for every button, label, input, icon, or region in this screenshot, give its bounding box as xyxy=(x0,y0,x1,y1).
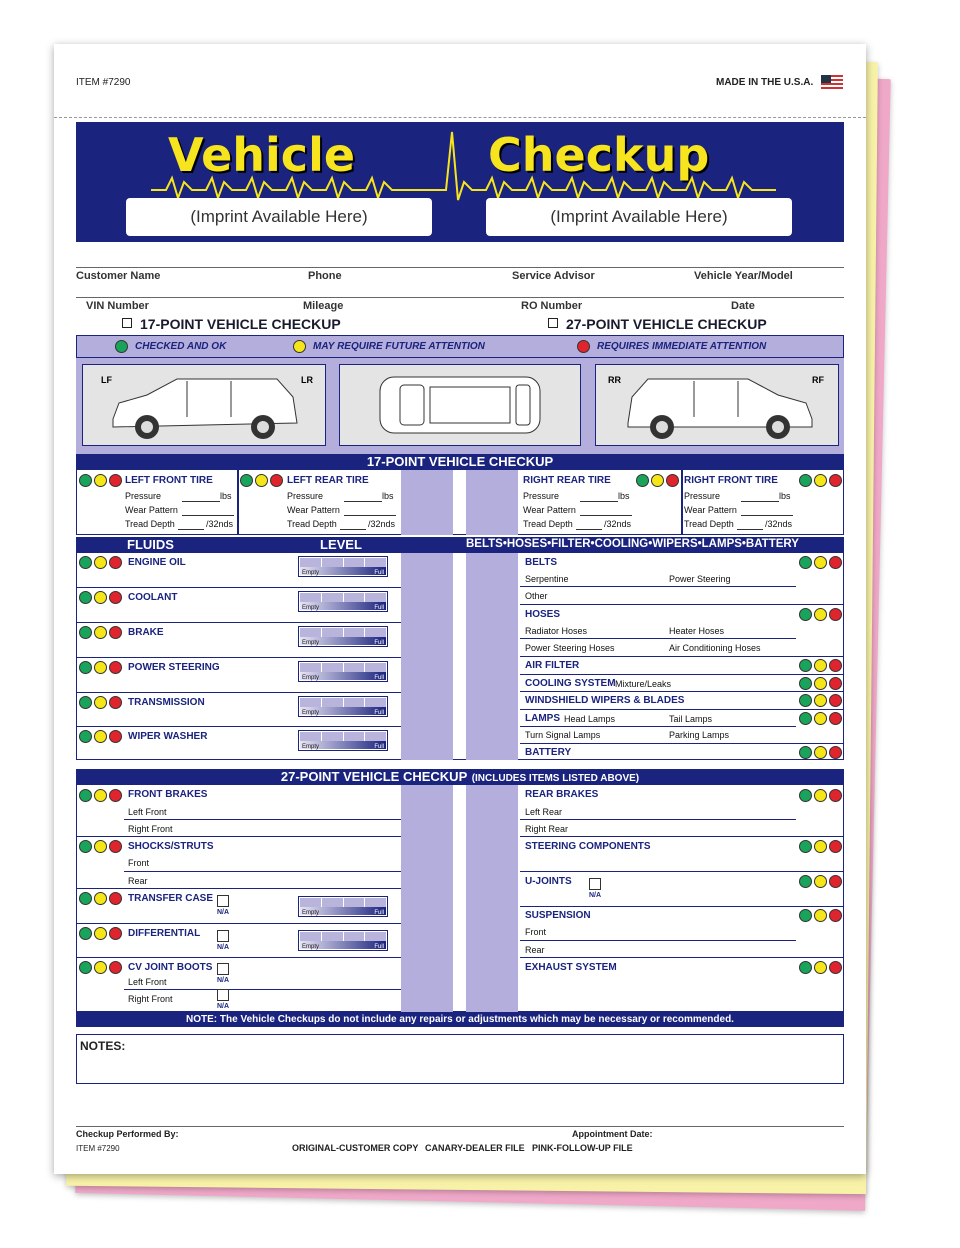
wipers-label: WINDSHIELD WIPERS & BLADES xyxy=(525,695,685,706)
fluid-label: TRANSMISSION xyxy=(128,697,205,708)
status-dots[interactable] xyxy=(79,892,122,905)
tread-unit: /32nds xyxy=(765,519,793,529)
red-dot-icon xyxy=(577,340,590,353)
fluids-belts-header xyxy=(76,537,844,553)
shade-col-right xyxy=(466,785,518,1012)
wear-label: Wear Pattern xyxy=(523,505,576,515)
status-dots[interactable] xyxy=(79,961,122,974)
differential-na-checkbox[interactable] xyxy=(217,930,229,942)
label-lf: LF xyxy=(101,375,112,385)
na-label: N/A xyxy=(217,944,230,951)
cooling-system-label: COOLING SYSTEM xyxy=(525,678,616,689)
turn-signal-label: Turn Signal Lamps xyxy=(525,730,601,740)
level-gauge[interactable]: Empty Full xyxy=(298,730,388,751)
pressure-label: Pressure xyxy=(523,491,560,501)
phone-field[interactable]: Phone xyxy=(308,270,342,282)
pressure-label: Pressure xyxy=(287,491,324,501)
cv-left-front-label: Left Front xyxy=(128,977,167,987)
level-heading: LEVEL xyxy=(320,537,362,552)
tread-label: Tread Depth xyxy=(684,519,734,529)
us-flag-icon xyxy=(821,75,843,89)
service-advisor-field[interactable]: Service Advisor xyxy=(512,270,595,282)
pressure-unit: lbs xyxy=(779,491,791,501)
status-dots[interactable] xyxy=(799,746,842,759)
status-dots[interactable] xyxy=(799,712,842,725)
original-form-sheet xyxy=(54,44,866,1174)
status-dots[interactable] xyxy=(799,875,842,888)
shade-col-right xyxy=(466,470,518,535)
tread-label: Tread Depth xyxy=(523,519,573,529)
van-right-side-icon xyxy=(622,373,818,443)
option-27-point: 27-POINT VEHICLE CHECKUP xyxy=(566,316,767,332)
imprint-box-right: (Imprint Available Here) xyxy=(486,198,792,236)
fluid-label: ENGINE OIL xyxy=(128,557,186,568)
status-dots[interactable] xyxy=(799,961,842,974)
top-view-diagram xyxy=(339,364,581,446)
copy-pink: PINK-FOLLOW-UP FILE xyxy=(532,1143,633,1153)
suspension-rear-label: Rear xyxy=(525,945,545,955)
cooling-sub-label: Mixture/Leaks xyxy=(615,679,672,689)
title-checkup: Checkup xyxy=(488,128,710,182)
power-steering-belt-label: Power Steering xyxy=(669,574,731,584)
van-top-view-icon xyxy=(370,371,550,439)
ps-hoses-label: Power Steering Hoses xyxy=(525,643,615,653)
parking-lamps-label: Parking Lamps xyxy=(669,730,730,740)
suspension-label: SUSPENSION xyxy=(525,910,591,921)
pressure-label: Pressure xyxy=(125,491,162,501)
head-lamps-label: Head Lamps xyxy=(564,714,616,724)
belts-heading: BELTS•HOSES•FILTER•COOLING•WIPERS•LAMPS•BATTERY xyxy=(466,538,799,550)
na-label: N/A xyxy=(589,892,602,899)
title-vehicle: Vehicle xyxy=(168,128,356,182)
shade-col-right xyxy=(466,553,518,760)
status-dots[interactable] xyxy=(636,474,679,487)
exhaust-system-label: EXHAUST SYSTEM xyxy=(525,962,617,973)
appointment-date-field[interactable]: Appointment Date: xyxy=(572,1129,653,1139)
tread-label: Tread Depth xyxy=(287,519,337,529)
status-dots[interactable] xyxy=(799,556,842,569)
status-dots[interactable] xyxy=(799,608,842,621)
cv-na-checkbox-2[interactable] xyxy=(217,989,229,1001)
rear-brakes-label: REAR BRAKES xyxy=(525,789,599,800)
legend-future: MAY REQUIRE FUTURE ATTENTION xyxy=(313,341,485,352)
level-gauge[interactable]: Empty Full xyxy=(298,661,388,682)
tread-label: Tread Depth xyxy=(125,519,175,529)
tread-unit: /32nds xyxy=(368,519,396,529)
mileage-field[interactable]: Mileage xyxy=(303,300,344,312)
pressure-unit: lbs xyxy=(382,491,394,501)
section-27-header: 27-POINT VEHICLE CHECKUP (INCLUDES ITEMS LISTED ABOVE) xyxy=(76,769,844,785)
suspension-front-label: Front xyxy=(525,927,547,937)
status-dots[interactable] xyxy=(79,927,122,940)
belts-label: BELTS xyxy=(525,557,558,568)
legend-immediate: REQUIRES IMMEDIATE ATTENTION xyxy=(597,341,767,352)
fluid-label: POWER STEERING xyxy=(128,662,220,673)
na-label: N/A xyxy=(217,909,230,916)
checkbox-17-point[interactable] xyxy=(122,318,132,328)
status-dots[interactable] xyxy=(799,909,842,922)
heartbeat-line-icon xyxy=(146,122,786,202)
status-dots[interactable] xyxy=(799,474,842,487)
heater-hoses-label: Heater Hoses xyxy=(669,626,725,636)
pressure-unit: lbs xyxy=(220,491,232,501)
level-gauge[interactable]: Empty Full xyxy=(298,626,388,647)
performed-by-field[interactable]: Checkup Performed By: xyxy=(76,1129,179,1139)
status-dots[interactable] xyxy=(799,694,842,707)
na-label: N/A xyxy=(217,1003,230,1010)
status-dots[interactable] xyxy=(240,474,283,487)
pressure-label: Pressure xyxy=(684,491,721,501)
left-rear-label: Left Rear xyxy=(525,807,563,817)
date-field[interactable]: Date xyxy=(731,300,755,312)
status-dots[interactable] xyxy=(79,474,122,487)
level-gauge[interactable]: Empty Full xyxy=(298,896,388,917)
u-joints-label: U-JOINTS xyxy=(525,876,572,887)
level-gauge[interactable]: Empty Full xyxy=(298,696,388,717)
right-rear-label: Right Rear xyxy=(525,824,569,834)
tire-left-front: LEFT FRONT TIRE xyxy=(125,475,213,486)
ac-hoses-label: Air Conditioning Hoses xyxy=(669,643,761,653)
option-17-point: 17-POINT VEHICLE CHECKUP xyxy=(140,316,341,332)
status-dots[interactable] xyxy=(79,789,122,802)
notes-label: NOTES: xyxy=(80,1039,126,1053)
cv-na-checkbox-1[interactable] xyxy=(217,963,229,975)
shocks-rear-label: Rear xyxy=(128,876,148,886)
transfer-case-label: TRANSFER CASE xyxy=(128,893,214,904)
yellow-dot-icon xyxy=(293,340,306,353)
item-number-top: ITEM #7290 xyxy=(76,77,131,88)
steering-components-label: STEERING COMPONENTS xyxy=(525,841,651,852)
serpentine-label: Serpentine xyxy=(525,574,569,584)
green-dot-icon xyxy=(115,340,128,353)
fluid-label: COOLANT xyxy=(128,592,178,603)
shade-col-left xyxy=(401,470,453,535)
label-lr: LR xyxy=(301,375,313,385)
tire-right-front: RIGHT FRONT TIRE xyxy=(684,475,778,486)
na-label: N/A xyxy=(217,977,230,984)
checkbox-27-point[interactable] xyxy=(548,318,558,328)
differential-label: DIFFERENTIAL xyxy=(128,928,201,939)
customer-name-field[interactable]: Customer Name xyxy=(76,270,161,282)
ro-number-field[interactable]: RO Number xyxy=(521,300,583,312)
ujoints-na-checkbox[interactable] xyxy=(589,878,601,890)
lamps-label: LAMPS xyxy=(525,713,560,724)
status-dots[interactable] xyxy=(79,840,122,853)
radiator-hoses-label: Radiator Hoses xyxy=(525,626,588,636)
level-gauge[interactable]: Empty Full xyxy=(298,591,388,612)
fluid-label: BRAKE xyxy=(128,627,164,638)
wear-label: Wear Pattern xyxy=(125,505,178,515)
section-17-header: 17-POINT VEHICLE CHECKUP xyxy=(76,454,844,470)
other-belt-label: Other xyxy=(525,591,548,601)
vehicle-year-model-field[interactable]: Vehicle Year/Model xyxy=(694,270,793,282)
status-dots[interactable] xyxy=(799,659,842,672)
status-dots[interactable] xyxy=(799,840,842,853)
legend-ok: CHECKED AND OK xyxy=(135,341,227,352)
fluid-label: WIPER WASHER xyxy=(128,731,208,742)
level-gauge[interactable]: Empty Full xyxy=(298,556,388,577)
wear-label: Wear Pattern xyxy=(684,505,737,515)
van-left-side-icon xyxy=(107,373,303,443)
label-rf: RF xyxy=(812,375,824,385)
battery-label: BATTERY xyxy=(525,747,572,758)
right-side-diagram xyxy=(595,364,839,446)
fluids-heading: FLUIDS xyxy=(127,537,174,552)
vin-number-field[interactable]: VIN Number xyxy=(86,300,149,312)
copy-canary: CANARY-DEALER FILE xyxy=(425,1143,525,1153)
status-dots[interactable] xyxy=(799,789,842,802)
shocks-front-label: Front xyxy=(128,858,150,868)
cv-right-front-label: Right Front xyxy=(128,994,173,1004)
right-front-label: Right Front xyxy=(128,824,173,834)
air-filter-label: AIR FILTER xyxy=(525,660,580,671)
transfer-na-checkbox[interactable] xyxy=(217,895,229,907)
imprint-box-left: (Imprint Available Here) xyxy=(126,198,432,236)
disclaimer-note: NOTE: The Vehicle Checkups do not include any repairs or adjustments which may be necessary or recommended. xyxy=(76,1012,844,1027)
perforation-line xyxy=(54,117,866,118)
car-diagram-strip xyxy=(76,358,844,454)
level-gauge[interactable]: Empty Full xyxy=(298,930,388,951)
tail-lamps-label: Tail Lamps xyxy=(669,714,713,724)
shade-col-left xyxy=(401,553,453,760)
notes-box[interactable] xyxy=(76,1034,844,1084)
left-front-label: Left Front xyxy=(128,807,167,817)
status-dots[interactable] xyxy=(799,677,842,690)
wear-label: Wear Pattern xyxy=(287,505,340,515)
copy-original: ORIGINAL-CUSTOMER COPY xyxy=(292,1143,419,1153)
tread-unit: /32nds xyxy=(206,519,234,529)
pressure-unit: lbs xyxy=(618,491,630,501)
cv-joint-boots-label: CV JOINT BOOTS xyxy=(128,962,213,973)
status-legend xyxy=(76,335,844,358)
label-rr: RR xyxy=(608,375,621,385)
hoses-label: HOSES xyxy=(525,609,561,620)
tire-right-rear: RIGHT REAR TIRE xyxy=(523,475,611,486)
shocks-struts-label: SHOCKS/STRUTS xyxy=(128,841,214,852)
front-brakes-label: FRONT BRAKES xyxy=(128,789,208,800)
shade-col-left xyxy=(401,785,453,1012)
left-side-diagram xyxy=(82,364,326,446)
tire-left-rear: LEFT REAR TIRE xyxy=(287,475,369,486)
header-banner xyxy=(76,122,844,242)
tread-unit: /32nds xyxy=(604,519,632,529)
made-in-usa: MADE IN THE U.S.A. xyxy=(716,77,814,88)
item-number-bottom: ITEM #7290 xyxy=(76,1144,120,1153)
